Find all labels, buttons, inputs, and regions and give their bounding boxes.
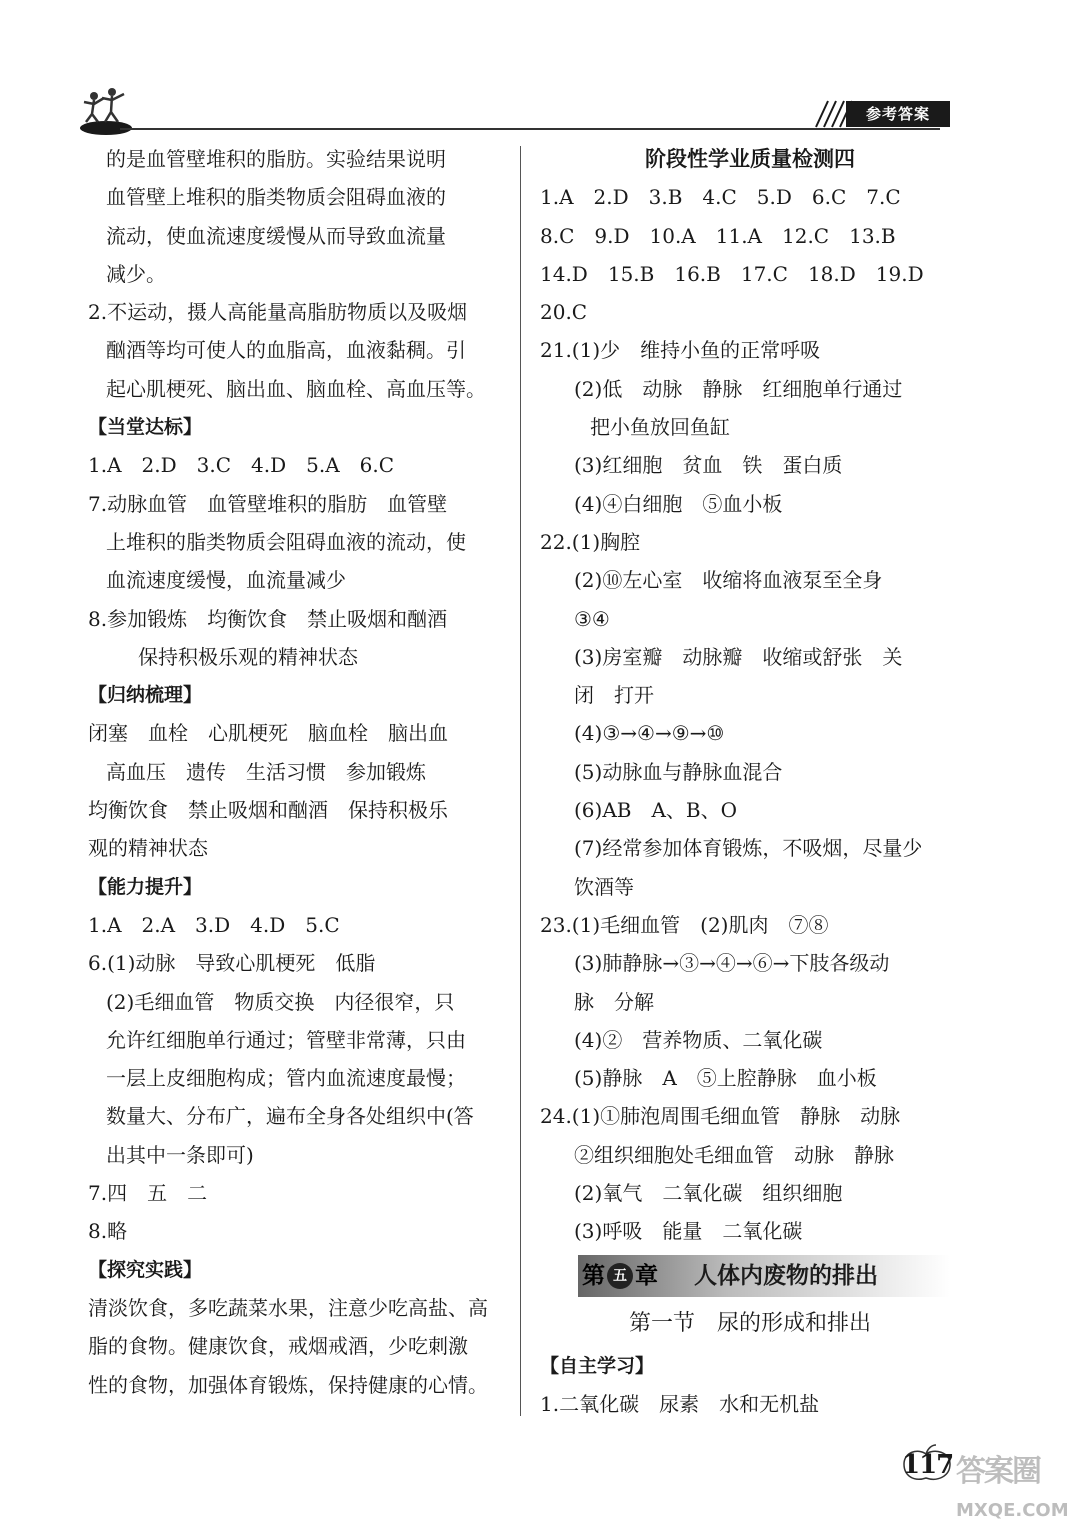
answer-line: 起心肌梗死、脑出血、脑血栓、高血压等。 — [106, 376, 486, 401]
section-subtitle: 第一节 尿的形成和排出 — [628, 1310, 871, 1336]
answer-line: 闭塞 血栓 心肌梗死 脑血栓 脑出血 — [88, 721, 448, 746]
answer-line: (6)AB A、B、O — [574, 798, 738, 823]
answer-line: 出其中一条即可) — [106, 1142, 254, 1167]
answer-line: 2.不运动，摄人高能量高脂肪物质以及吸烟 — [88, 300, 468, 325]
answer-line: 保持积极乐观的精神状态 — [138, 644, 358, 669]
answer-line: (2)氧气 二氧化碳 组织细胞 — [574, 1181, 843, 1206]
answer-line: 24.(1)①肺泡周围毛细血管 静脉 动脉 — [540, 1104, 901, 1129]
chapter-title: 人体内废物的排出 — [694, 1262, 878, 1289]
answer-line: 流动，使血流速度缓慢从而导致血流量 — [106, 223, 446, 248]
answer-line: (7)经常参加体育锻炼，不吸烟，尽量少 — [574, 836, 923, 861]
answer-line: 8.C 9.D 10.A 11.A 12.C 13.B — [540, 223, 896, 248]
watermark-url: MXQE.COM — [956, 1500, 1069, 1521]
page-number — [898, 1442, 956, 1484]
answer-line: 1.A 2.A 3.D 4.D 5.C — [88, 912, 340, 937]
answer-line: (4)④白细胞 ⑤血小板 — [574, 491, 783, 516]
watermark — [956, 1440, 1069, 1530]
answer-line: 清淡饮食，多吃蔬菜水果，注意少吃高盐、高 — [88, 1295, 488, 1320]
right-column — [540, 140, 960, 1423]
answer-line: ②组织细胞处毛细血管 动脉 静脉 — [574, 1142, 894, 1167]
answer-line: 6.(1)动脉 导致心肌梗死 低脂 — [88, 951, 376, 976]
answer-line: 高血压 遗传 生活习惯 参加锻炼 — [106, 759, 426, 784]
section-heading: 【探究实践】 — [88, 1258, 203, 1281]
answer-line: (2)毛细血管 物质交换 内径很窄，只 — [106, 989, 455, 1014]
answer-line: 观的精神状态 — [88, 836, 208, 861]
answer-tag — [812, 101, 950, 127]
answer-line: 把小鱼放回鱼缸 — [590, 415, 730, 440]
answer-line: 8.参加锻炼 均衡饮食 禁止吸烟和酗酒 — [88, 606, 448, 631]
answer-line: (2)⑩左心室 收缩将血液泵至全身 — [574, 568, 883, 593]
page-number-text: 117 — [902, 1450, 954, 1480]
answer-line: 数量大、分布广，遍布全身各处组织中(答 — [106, 1104, 474, 1129]
answer-line: 7.四 五 二 — [88, 1181, 208, 1206]
answer-line: 一层上皮细胞构成；管内血流速度最慢； — [106, 1066, 466, 1091]
answer-line: 脉 分解 — [574, 989, 654, 1014]
answer-line: 性的食物，加强体育锻炼，保持健康的心情。 — [88, 1372, 488, 1397]
header-rule — [120, 128, 940, 130]
answer-line: 上堆积的脂类物质会阻碍血液的流动，使 — [106, 529, 466, 554]
answer-line: 减少。 — [106, 261, 166, 286]
answer-line: 1.A 2.D 3.C 4.D 5.A 6.C — [88, 453, 395, 478]
answer-line: 14.D 15.B 16.B 17.C 18.D 19.D — [540, 261, 924, 286]
chapter-number: 五 — [607, 1263, 633, 1289]
column-divider — [520, 146, 521, 1416]
section-heading: 【当堂达标】 — [88, 416, 203, 439]
watermark-logo-text: 答案圈 — [956, 1454, 1040, 1489]
answer-line: 22.(1)胸腔 — [540, 529, 641, 554]
answer-line: 允许红细胞单行通过；管壁非常薄，只由 — [106, 1027, 466, 1052]
answer-line: 1.二氧化碳 尿素 水和无机盐 — [540, 1391, 820, 1416]
answer-tag-label: 参考答案 — [846, 101, 950, 127]
section-heading: 【自主学习】 — [540, 1354, 655, 1377]
answer-line: 20.C — [540, 300, 588, 325]
answer-line: ③④ — [574, 606, 610, 631]
answer-line: (3)肺静脉→③→④→⑥→下肢各级动 — [574, 951, 890, 976]
self-study-answers — [540, 1347, 960, 1424]
section-heading: 【归纳梳理】 — [88, 684, 203, 707]
answer-line: 血管壁上堆积的脂类物质会阻碍血液的 — [106, 185, 446, 210]
answer-line: (5)静脉 A ⑤上腔静脉 血小板 — [574, 1066, 877, 1091]
answer-line: (4)② 营养物质、二氧化碳 — [574, 1027, 823, 1052]
answer-line: 均衡饮食 禁止吸烟和酗酒 保持积极乐 — [88, 798, 448, 823]
test-title: 阶段性学业质量检测四 — [645, 147, 855, 171]
answer-line: 的是血管壁堆积的脂肪。实验结果说明 — [106, 147, 446, 171]
answer-line: 饮酒等 — [574, 874, 634, 899]
answer-line: 酗酒等均可使人的血脂高，血液黏稠。引 — [106, 338, 466, 363]
answer-line: 血流速度缓慢，血流量减少 — [106, 568, 346, 593]
answer-line: (3)呼吸 能量 二氧化碳 — [574, 1219, 803, 1244]
answer-line: (5)动脉血与静脉血混合 — [574, 759, 783, 784]
answer-line: (3)红细胞 贫血 铁 蛋白质 — [574, 453, 843, 478]
chapter-suffix: 章 — [635, 1262, 658, 1289]
test-answers — [540, 178, 960, 1250]
left-column — [88, 140, 508, 1404]
answer-line: 脂的食物。健康饮食，戒烟戒酒，少吃刺激 — [88, 1334, 468, 1359]
answer-line: (4)③→④→⑨→⑩ — [574, 721, 725, 746]
chapter-label — [582, 1255, 658, 1297]
answer-line: 21.(1)少 维持小鱼的正常呼吸 — [540, 338, 821, 363]
chapter-prefix: 第 — [582, 1262, 605, 1289]
section-heading: 【能力提升】 — [88, 875, 203, 898]
chapter-banner — [578, 1255, 950, 1297]
answer-line: 1.A 2.D 3.B 4.C 5.D 6.C 7.C — [540, 185, 901, 210]
answer-line: 7.动脉血管 血管壁堆积的脂肪 血管壁 — [88, 491, 448, 516]
answer-line: 8.略 — [88, 1219, 128, 1244]
answer-line: (2)低 动脉 静脉 红细胞单行通过 — [574, 376, 903, 401]
answer-line: 23.(1)毛细血管 (2)肌肉 ⑦⑧ — [540, 912, 829, 937]
answer-line: (3)房室瓣 动脉瓣 收缩或舒张 关 — [574, 644, 903, 669]
answer-line: 闭 打开 — [574, 683, 654, 708]
